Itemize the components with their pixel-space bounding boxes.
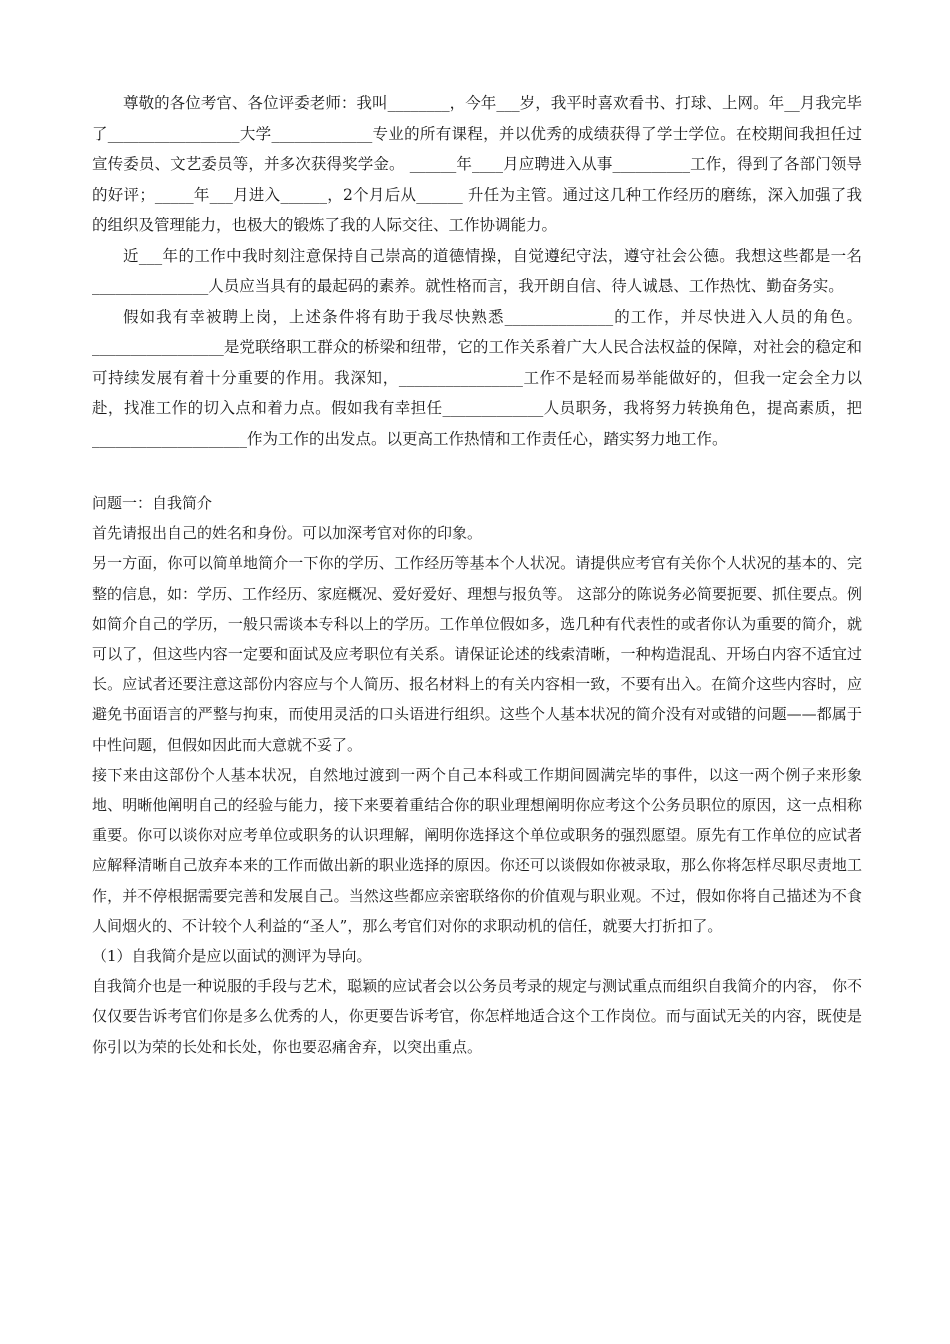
intro-paragraph-2: 近___年的工作中我时刻注意保持自己崇高的道德情操，自觉遵纪守法，遵守社会公德。我想这些都是一名_______________人员应当具有的最起码的素养。就性格而言，我开朗自信、待人诚恳、工作热忱、勤奋务实。 [92, 246, 862, 295]
subheading: （1）自我简介是应以面试的测评为导向。 [92, 947, 372, 966]
final-paragraph: 自我简介也是一种说服的手段与艺术，聪颖的应试者会以公务员考录的规定与测试重点而组织自我简介的内容， 你不仅仅要告诉考官们你是多么优秀的人，你更要告诉考官，你怎样地适合这个工作岗位。而与面试无关的内容，既使是你引以为荣的长处和长处，你也要忍痛舍弃，以突出重点。 [92, 977, 862, 1056]
section-paragraph-2: 另一方面，你可以简单地简介一下你的学历、工作经历等基本个人状况。请提供应考官有关你个人状况的基本的、完整的信息，如：学历、工作经历、家庭概况、爱好爱好、理想与报负等。 这部分的陈说务必简要扼要、抓住要点。例如简介自己的学历，一般只需谈本专科以上的学历。工作单位假如多，选几种有代表性的或者你认为重要的简介，就可以了，但这些内容一定要和面试及应考职位有关系。请保证论述的线索清晰，一种构造混乱、开场白内容不适宜过长。应试者还要注意这部份内容应与个人简历、报名材料上的有关内容相一致，不要有出入。在简介这些内容时，应避免书面语言的严整与拘束，而使用灵活的口头语进行组织。这些个人基本状况的简介没有对或错的问题——都属于中性问题，但假如因此而大意就不妥了。 [92, 554, 862, 754]
section-paragraph-1: 首先请报出自己的姓名和身份。可以加深考官对你的印象。 [92, 524, 483, 543]
section-spacer [92, 454, 862, 488]
section-title: 问题一：自我简介 [92, 494, 213, 512]
section-paragraph-3: 接下来由这部份个人基本状况，自然地过渡到一两个自己本科或工作期间圆满完毕的事件，以这一两个例子来形象地、明晰他阐明自己的经验与能力，接下来要着重结合你的职业理想阐明你应考这个公务员职位的原因，这一点相称重要。你可以谈你对应考单位或职务的认识理解，阐明你选择这个单位或职务的强烈愿望。原先有工作单位的应试者应解释清晰自己放弃本来的工作而做出新的职业选择的原因。你还可以谈假如你被录取，那么你将怎样尽职尽责地工作，并不停根据需要完善和发展自己。当然这些都应亲密联络你的价值观与职业观。不过，假如你将自己描述为不食人间烟火的、不计较个人利益的“圣人”，那么考官们对你的求职动机的信任，就要大打折扣了。 [92, 765, 862, 935]
document-page [92, 88, 862, 1062]
intro-paragraph-3: 假如我有幸被聘上岗，上述条件将有助于我尽快熟悉______________的工作，并尽快进入人员的角色。_________________是党联络职工群众的桥梁和纽带，它的工作关系着广大人民合法权益的保障，对社会的稳定和可持续发展有着十分重要的作用。我深知，________________工作不是轻而易举能做好的，但我一定会全力以赴，找准工作的切入点和着力点。假如我有幸担任_____________人员职务，我将努力转换角色，提高素质，把____________________作为工作的出发点。以更高工作热情和工作责任心，踏实努力地工作。 [92, 307, 862, 448]
intro-paragraph-1: 尊敬的各位考官、各位评委老师：我叫________，今年___岁，我平时喜欢看书、打球、上网。年__月我完毕了_________________大学_____________专业的所有课程，并以优秀的成绩获得了学士学位。在校期间我担任过宣传委员、文艺委员等，并多次获得奖学金。 ______年____月应聘进入从事__________工作，得到了各部门领导的好评；_____年___月进入______，2个月后从______ 升任为主管。通过这几种工作经历的磨练，深入加强了我的组织及管理能力，也极大的锻炼了我的人际交往、工作协调能力。 [92, 94, 862, 234]
